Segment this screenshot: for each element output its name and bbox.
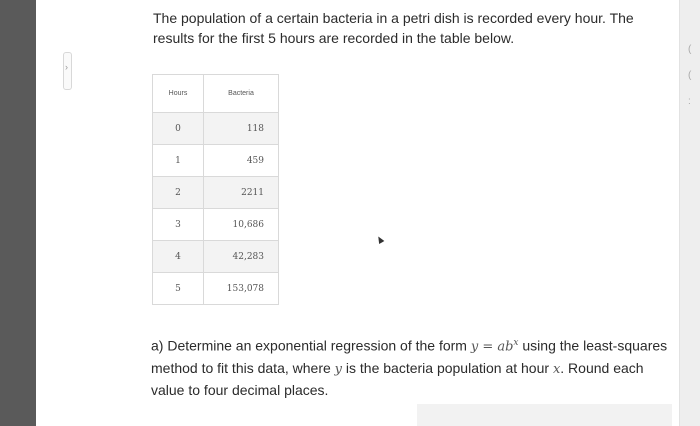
- table-row: [153, 113, 279, 145]
- hours-cell: 0: [153, 113, 204, 145]
- hours-cell: 2: [153, 177, 204, 209]
- bracket-icon: (: [688, 70, 692, 81]
- bracket-icon: (: [688, 44, 692, 55]
- left-sidebar-strip: [0, 0, 36, 426]
- table-row: [153, 177, 279, 209]
- bacteria-cell: 2211: [204, 177, 279, 209]
- question-intro: The population of a certain bacteria in a petri dish is recorded every hour. The results for the first 5 hours are recorded in the table below.: [153, 10, 634, 46]
- hours-cell: 4: [153, 241, 204, 273]
- variable-y: y: [334, 361, 343, 377]
- part-a-text-after-y: is the bacteria population at hour: [342, 359, 553, 376]
- table-row: [153, 209, 279, 241]
- column-header-bacteria: Bacteria: [204, 75, 279, 113]
- variable-x: x: [552, 361, 561, 377]
- part-a-text-before: a) Determine an exponential regression of the form: [151, 337, 471, 354]
- formula-exponent: x: [513, 338, 519, 348]
- chevron-right-icon[interactable]: ›: [65, 62, 68, 72]
- hours-cell: 5: [153, 273, 204, 305]
- hours-cell: 1: [153, 145, 204, 177]
- bacteria-cell: 42,283: [204, 241, 279, 273]
- formula: y = ab: [470, 339, 514, 355]
- column-header-hours: Hours: [153, 75, 204, 113]
- bacteria-cell: 118: [204, 113, 279, 145]
- right-sidebar-strip: [679, 0, 700, 426]
- bacteria-table: [152, 74, 279, 305]
- dot-icon: :: [688, 96, 691, 107]
- table-header-row: [153, 75, 279, 113]
- mouse-cursor-icon: [376, 235, 385, 244]
- part-a-text-middle: using the least-squares method to fit this data, where: [151, 337, 668, 376]
- bacteria-cell: 10,686: [204, 209, 279, 241]
- bacteria-cell: 153,078: [204, 273, 279, 305]
- table-row: [153, 241, 279, 273]
- bacteria-cell: 459: [204, 145, 279, 177]
- part-a-text-ending: . Round each value to four decimal places.: [151, 359, 644, 398]
- table-row: [153, 145, 279, 177]
- part-a-question: [151, 333, 676, 400]
- answer-input-box[interactable]: [417, 404, 672, 426]
- table-row: [153, 273, 279, 305]
- hours-cell: 3: [153, 209, 204, 241]
